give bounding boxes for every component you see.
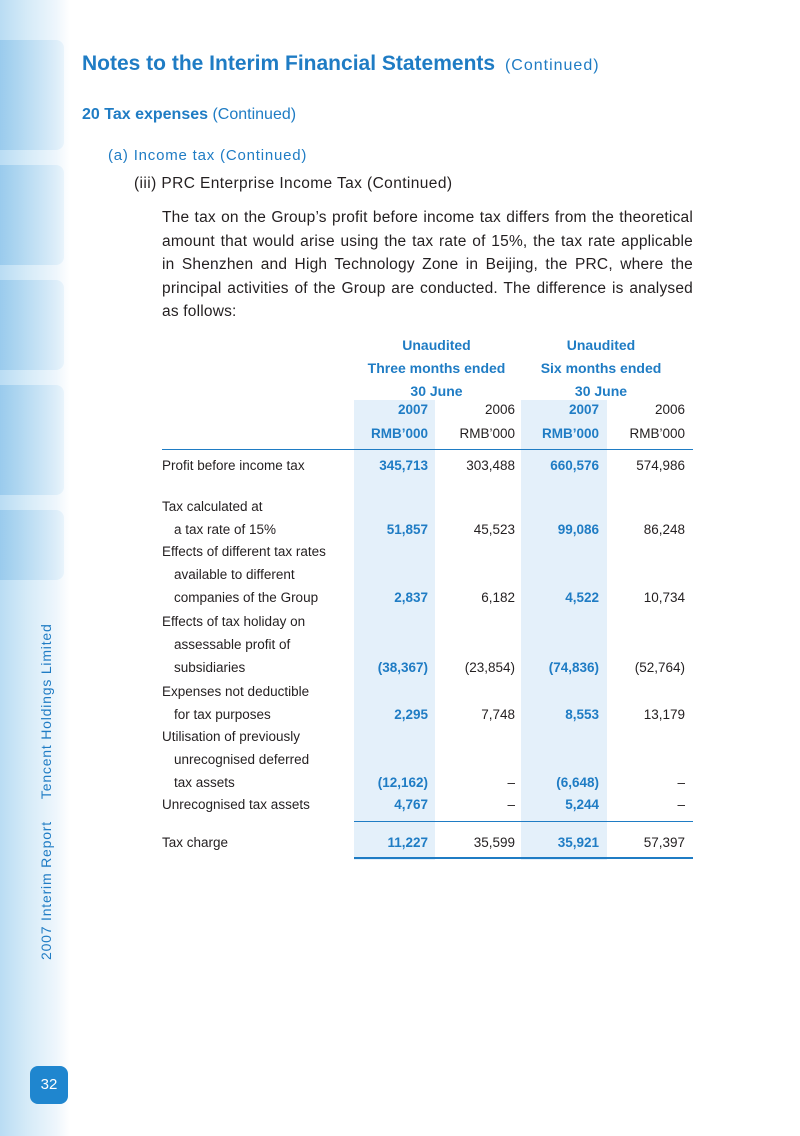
group-line: Unaudited bbox=[402, 337, 471, 353]
group-line: Three months ended bbox=[367, 360, 506, 376]
cell-value: 574,986 bbox=[636, 458, 685, 473]
group-line: Unaudited bbox=[566, 337, 636, 353]
cell-value: 51,857 bbox=[386, 522, 428, 537]
row-label: Tax charge bbox=[162, 835, 229, 850]
section-heading bbox=[82, 106, 296, 124]
page-number: 32 bbox=[30, 1066, 68, 1104]
subsection-heading: (a) Income tax (Continued) bbox=[108, 147, 308, 164]
row-label: unrecognised deferred bbox=[174, 752, 310, 767]
decorative-tile bbox=[0, 280, 64, 370]
row-label: companies of the Group bbox=[174, 590, 319, 605]
page-title-continued: (Continued) bbox=[504, 57, 600, 74]
cell-value: (12,162) bbox=[377, 775, 428, 790]
table-header-row bbox=[162, 400, 693, 446]
year-header: 2006 bbox=[484, 402, 515, 417]
decorative-tile bbox=[0, 165, 64, 265]
cell-value: (38,367) bbox=[377, 660, 428, 675]
unit-header: RMB’000 bbox=[629, 426, 685, 441]
row-label: for tax purposes bbox=[174, 707, 271, 722]
cell-value: 86,248 bbox=[643, 522, 685, 537]
row-label: assessable profit of bbox=[174, 637, 291, 652]
cell-value: 7,748 bbox=[481, 707, 515, 722]
cell-value: 2,295 bbox=[394, 707, 428, 722]
row-label: subsidiaries bbox=[174, 660, 246, 675]
cell-value: 6,182 bbox=[481, 590, 515, 605]
cell-value: 4,522 bbox=[565, 590, 599, 605]
cell-value: – bbox=[677, 775, 685, 790]
page-title bbox=[82, 52, 600, 76]
header-rule bbox=[162, 449, 693, 450]
sidebar-running-text bbox=[38, 623, 54, 960]
unit-header: RMB’000 bbox=[370, 426, 428, 441]
body-paragraph: The tax on the Group’s profit before income tax differs from the theoretical amount that would arise using the tax rate of 15%, the tax rate applicable in Shenzhen and High Technology Zone in Beijing, the PRC, where the principal activities of the Group are conducted. The difference is analysed as follows: bbox=[162, 209, 693, 320]
cell-value: – bbox=[507, 797, 515, 812]
row-label: Tax calculated at bbox=[162, 499, 263, 514]
row-label: available to different bbox=[174, 567, 295, 582]
row-label: Profit before income tax bbox=[162, 458, 305, 473]
cell-value: 660,576 bbox=[550, 458, 599, 473]
unit-header: RMB’000 bbox=[459, 426, 515, 441]
column-group-three-months bbox=[354, 334, 519, 403]
page-title-text: Notes to the Interim Financial Statements bbox=[82, 52, 496, 75]
section-number-title: 20 Tax expenses bbox=[82, 106, 209, 123]
row-label: Utilisation of previously bbox=[162, 729, 301, 744]
cell-value: 5,244 bbox=[565, 797, 599, 812]
cell-value: 303,488 bbox=[466, 458, 515, 473]
group-line: Six months ended bbox=[540, 360, 662, 376]
year-header: 2007 bbox=[568, 402, 599, 417]
total-rule-top bbox=[354, 821, 693, 822]
cell-value: 2,837 bbox=[394, 590, 428, 605]
section-continued: (Continued) bbox=[212, 106, 297, 123]
cell-value: 57,397 bbox=[643, 835, 685, 850]
cell-value: (52,764) bbox=[634, 660, 685, 675]
cell-value: 35,599 bbox=[473, 835, 515, 850]
year-header: 2007 bbox=[397, 402, 428, 417]
cell-value: 99,086 bbox=[557, 522, 599, 537]
cell-value: 45,523 bbox=[473, 522, 515, 537]
cell-value: 35,921 bbox=[557, 835, 599, 850]
cell-value: 11,227 bbox=[387, 835, 428, 850]
report-name: 2007 Interim Report bbox=[38, 821, 54, 960]
row-label: Unrecognised tax assets bbox=[162, 797, 310, 812]
total-rule-bottom bbox=[354, 857, 693, 859]
cell-value: 345,713 bbox=[379, 458, 428, 473]
decorative-tile bbox=[0, 510, 64, 580]
cell-value: (74,836) bbox=[548, 660, 599, 675]
unit-header: RMB’000 bbox=[541, 426, 599, 441]
subsubsection-heading: (iii) PRC Enterprise Income Tax (Continued) bbox=[134, 175, 453, 192]
company-name: Tencent Holdings Limited bbox=[38, 623, 54, 800]
cell-value: – bbox=[677, 797, 685, 812]
cell-value: 13,179 bbox=[643, 707, 685, 722]
group-line: 30 June bbox=[574, 383, 628, 399]
row-label: a tax rate of 15% bbox=[174, 522, 277, 537]
cell-value: 8,553 bbox=[565, 707, 599, 722]
decorative-side-strip bbox=[0, 0, 70, 1136]
cell-value: – bbox=[507, 775, 515, 790]
row-label: tax assets bbox=[174, 775, 235, 790]
column-group-six-months bbox=[521, 334, 681, 403]
cell-value: (6,648) bbox=[556, 775, 599, 790]
cell-value: 10,734 bbox=[643, 590, 685, 605]
row-label: Expenses not deductible bbox=[162, 684, 310, 699]
decorative-tile bbox=[0, 385, 64, 495]
group-line: 30 June bbox=[410, 383, 463, 399]
row-label: Effects of different tax rates bbox=[162, 544, 326, 559]
cell-value: 4,767 bbox=[394, 797, 428, 812]
row-label: Effects of tax holiday on bbox=[162, 614, 306, 629]
decorative-tile bbox=[0, 40, 64, 150]
year-header: 2006 bbox=[654, 402, 685, 417]
cell-value: (23,854) bbox=[464, 660, 515, 675]
